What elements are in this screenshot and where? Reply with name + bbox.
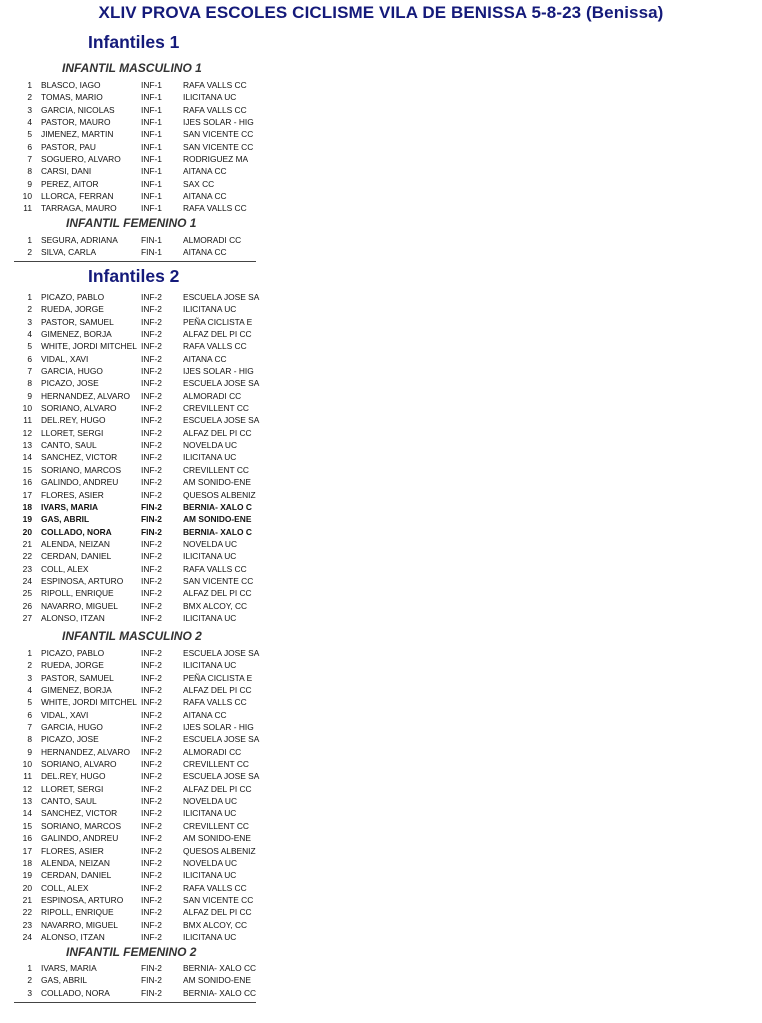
category-cell: FIN-2: [141, 963, 162, 973]
position-cell: 12: [22, 783, 32, 794]
position-cell: 5: [27, 129, 32, 140]
rider-name-cell: ESPINOSA, ARTURO: [41, 575, 124, 586]
club-cell: SAN VICENTE CC: [183, 141, 254, 152]
category-heading-masculino-2: INFANTIL MASCULINO 2: [62, 629, 202, 643]
club-cell: BERNIA- XALO CC: [183, 987, 257, 998]
category-cell: INF-2: [141, 403, 162, 414]
rider-name-cell: IVARS, MARIA: [41, 963, 97, 973]
rider-name-cell: COLLADO, NORA: [41, 987, 110, 998]
category-cell: INF-2: [141, 588, 162, 599]
position-cell: 19: [22, 870, 32, 881]
rider-name-cell: DEL.REY, HUGO: [41, 415, 106, 426]
club-cell: CREVILLENT CC: [183, 759, 249, 770]
position-cell: 7: [27, 154, 32, 165]
position-cell: 15: [22, 464, 32, 475]
category-cell: INF-2: [141, 464, 162, 475]
rider-name-cell: SILVA, CARLA: [41, 247, 97, 258]
position-cell: 6: [27, 709, 32, 720]
position-cell: 22: [22, 907, 32, 918]
rider-name-cell: PASTOR, MAURO: [41, 117, 111, 128]
rider-name-cell: LLORCA, FERRAN: [41, 191, 114, 202]
position-cell: 24: [22, 575, 32, 586]
position-cell: 6: [27, 141, 32, 152]
rider-name-cell: PEREZ, AITOR: [41, 178, 99, 189]
position-cell: 25: [22, 588, 32, 599]
position-cell: 2: [27, 247, 32, 258]
rider-name-cell: SORIANO, ALVARO: [41, 403, 117, 414]
club-cell: ILICITANA UC: [183, 870, 237, 881]
club-cell: AM SONIDO-ENE: [183, 975, 251, 986]
position-cell: 5: [27, 697, 32, 708]
rider-name-cell: GARCIA, HUGO: [41, 366, 103, 377]
category-cell: FIN-1: [141, 235, 162, 245]
club-cell: BERNIA- XALO CC: [183, 963, 257, 973]
club-cell: SAN VICENTE CC: [183, 575, 254, 586]
club-cell: NOVELDA UC: [183, 538, 237, 549]
club-cell: RAFA VALLS CC: [183, 341, 247, 352]
category-cell: INF-2: [141, 390, 162, 401]
rider-name-cell: VIDAL, XAVI: [41, 709, 89, 720]
category-cell: FIN-2: [141, 987, 162, 998]
rider-name-cell: RUEDA, JORGE: [41, 304, 104, 315]
category-cell: INF-1: [141, 92, 162, 103]
position-cell: 3: [27, 987, 32, 998]
position-cell: 16: [22, 833, 32, 844]
category-cell: INF-2: [141, 783, 162, 794]
category-cell: INF-2: [141, 329, 162, 340]
position-cell: 14: [22, 452, 32, 463]
club-cell: RAFA VALLS CC: [183, 104, 247, 115]
rider-name-cell: SORIANO, ALVARO: [41, 759, 117, 770]
club-cell: ALMORADI CC: [183, 390, 242, 401]
club-cell: AITANA CC: [183, 191, 227, 202]
category-cell: INF-2: [141, 857, 162, 868]
club-cell: NOVELDA UC: [183, 796, 237, 807]
category-cell: INF-2: [141, 440, 162, 451]
club-cell: CREVILLENT CC: [183, 464, 249, 475]
position-cell: 4: [27, 685, 32, 696]
club-cell: BERNIA- XALO C: [183, 526, 252, 537]
category-cell: INF-1: [141, 191, 162, 202]
category-cell: FIN-1: [141, 247, 162, 258]
category-cell: INF-2: [141, 378, 162, 389]
category-cell: INF-2: [141, 734, 162, 745]
section-divider: [14, 261, 256, 262]
position-cell: 5: [27, 341, 32, 352]
club-cell: PEÑA CICLISTA E: [183, 672, 253, 683]
category-cell: INF-2: [141, 648, 162, 658]
rider-name-cell: PASTOR, SAMUEL: [41, 672, 114, 683]
category-cell: INF-2: [141, 489, 162, 500]
club-cell: RAFA VALLS CC: [183, 697, 247, 708]
category-cell: INF-2: [141, 808, 162, 819]
position-cell: 10: [22, 403, 32, 414]
category-cell: INF-2: [141, 820, 162, 831]
rider-name-cell: LLORET, SERGI: [41, 427, 104, 438]
position-cell: 1: [27, 648, 32, 658]
rider-name-cell: TARRAGA, MAURO: [41, 203, 117, 214]
position-cell: 2: [27, 92, 32, 103]
club-cell: ALFAZ DEL PI CC: [183, 685, 252, 696]
rider-name-cell: NAVARRO, MIGUEL: [41, 600, 118, 611]
position-cell: 10: [22, 191, 32, 202]
category-cell: INF-1: [141, 80, 162, 90]
category-cell: INF-2: [141, 722, 162, 733]
club-cell: RODRIGUEZ MA: [183, 154, 249, 165]
rider-name-cell: COLLADO, NORA: [41, 526, 112, 537]
rider-name-cell: RIPOLL, ENRIQUE: [41, 588, 114, 599]
category-cell: INF-2: [141, 575, 162, 586]
section-divider: [14, 1002, 256, 1003]
rider-name-cell: BLASCO, IAGO: [41, 80, 101, 90]
category-cell: INF-2: [141, 452, 162, 463]
club-cell: QUESOS ALBENIZ: [183, 845, 256, 856]
section-heading-infantiles-2: Infantiles 2: [88, 266, 180, 286]
position-cell: 3: [27, 104, 32, 115]
rider-name-cell: FLORES, ASIER: [41, 845, 104, 856]
category-cell: INF-2: [141, 907, 162, 918]
club-cell: IJES SOLAR - HIG: [183, 722, 254, 733]
club-cell: ALMORADI CC: [183, 746, 242, 757]
category-cell: INF-2: [141, 292, 162, 302]
rider-name-cell: SEGURA, ADRIANA: [41, 235, 118, 245]
club-cell: ILICITANA UC: [183, 660, 237, 671]
club-cell: ALFAZ DEL PI CC: [183, 427, 252, 438]
category-cell: INF-2: [141, 415, 162, 426]
rider-name-cell: ALENDA, NEIZAN: [41, 857, 110, 868]
rider-name-cell: HERNANDEZ, ALVARO: [41, 746, 131, 757]
rider-name-cell: SOGUERO, ALVARO: [41, 154, 121, 165]
club-cell: RAFA VALLS CC: [183, 563, 247, 574]
position-cell: 4: [27, 117, 32, 128]
rider-name-cell: FLORES, ASIER: [41, 489, 104, 500]
club-cell: ILICITANA UC: [183, 551, 237, 562]
category-cell: INF-2: [141, 304, 162, 315]
position-cell: 23: [22, 563, 32, 574]
club-cell: NOVELDA UC: [183, 857, 237, 868]
rider-name-cell: ESPINOSA, ARTURO: [41, 894, 124, 905]
club-cell: NOVELDA UC: [183, 440, 237, 451]
club-cell: ALMORADI CC: [183, 235, 242, 245]
category-cell: INF-2: [141, 919, 162, 930]
club-cell: BMX ALCOY, CC: [183, 919, 248, 930]
position-cell: 18: [22, 857, 32, 868]
position-cell: 20: [22, 882, 32, 893]
position-cell: 16: [22, 477, 32, 488]
category-heading-masculino-1: INFANTIL MASCULINO 1: [62, 61, 202, 75]
rider-name-cell: ALONSO, ITZAN: [41, 612, 105, 623]
rider-name-cell: GIMENEZ, BORJA: [41, 329, 112, 340]
category-cell: INF-1: [141, 117, 162, 128]
club-cell: CREVILLENT CC: [183, 820, 249, 831]
club-cell: IJES SOLAR - HIG: [183, 366, 254, 377]
club-cell: QUESOS ALBENIZ: [183, 489, 256, 500]
position-cell: 17: [22, 489, 32, 500]
rider-name-cell: GAS, ABRIL: [41, 514, 90, 525]
rider-name-cell: COLL, ALEX: [41, 563, 89, 574]
club-cell: BERNIA- XALO C: [183, 501, 252, 512]
club-cell: AM SONIDO-ENE: [183, 833, 251, 844]
club-cell: ALFAZ DEL PI CC: [183, 783, 252, 794]
category-cell: FIN-2: [141, 514, 162, 525]
position-cell: 8: [27, 166, 32, 177]
rider-name-cell: ALENDA, NEIZAN: [41, 538, 110, 549]
rider-name-cell: PASTOR, SAMUEL: [41, 316, 114, 327]
category-cell: INF-2: [141, 709, 162, 720]
rider-name-cell: NAVARRO, MIGUEL: [41, 919, 118, 930]
club-cell: SAN VICENTE CC: [183, 894, 254, 905]
rider-name-cell: ALONSO, ITZAN: [41, 931, 105, 942]
position-cell: 3: [27, 316, 32, 327]
position-cell: 20: [22, 526, 32, 537]
position-cell: 21: [22, 894, 32, 905]
club-cell: ESCUELA JOSE SA: [183, 648, 260, 658]
rider-name-cell: RUEDA, JORGE: [41, 660, 104, 671]
position-cell: 13: [22, 796, 32, 807]
rider-name-cell: WHITE, JORDI MITCHEL: [41, 341, 137, 352]
rider-name-cell: HERNANDEZ, ALVARO: [41, 390, 131, 401]
club-cell: RAFA VALLS CC: [183, 80, 247, 90]
position-cell: 17: [22, 845, 32, 856]
category-cell: FIN-2: [141, 501, 162, 512]
rider-name-cell: LLORET, SERGI: [41, 783, 104, 794]
position-cell: 12: [22, 427, 32, 438]
position-cell: 18: [22, 501, 32, 512]
rider-name-cell: CERDAN, DANIEL: [41, 551, 112, 562]
rider-name-cell: TOMAS, MARIO: [41, 92, 103, 103]
rider-name-cell: GARCIA, HUGO: [41, 722, 103, 733]
rider-name-cell: SANCHEZ, VICTOR: [41, 808, 118, 819]
rider-name-cell: PICAZO, PABLO: [41, 292, 105, 302]
position-cell: 1: [27, 80, 32, 90]
rider-name-cell: PASTOR, PAU: [41, 141, 96, 152]
category-cell: INF-2: [141, 685, 162, 696]
rider-name-cell: GALINDO, ANDREU: [41, 833, 119, 844]
rider-name-cell: RIPOLL, ENRIQUE: [41, 907, 114, 918]
position-cell: 11: [23, 203, 32, 214]
category-cell: FIN-2: [141, 526, 162, 537]
position-cell: 19: [22, 514, 32, 525]
rider-name-cell: GAS, ABRIL: [41, 975, 88, 986]
rider-name-cell: GARCIA, NICOLAS: [41, 104, 115, 115]
category-cell: INF-2: [141, 353, 162, 364]
position-cell: 26: [22, 600, 32, 611]
rider-name-cell: SANCHEZ, VICTOR: [41, 452, 118, 463]
club-cell: AM SONIDO-ENE: [183, 514, 252, 525]
rider-name-cell: VIDAL, XAVI: [41, 353, 89, 364]
rider-name-cell: WHITE, JORDI MITCHEL: [41, 697, 137, 708]
position-cell: 24: [22, 931, 32, 942]
category-cell: INF-2: [141, 796, 162, 807]
club-cell: ILICITANA UC: [183, 452, 237, 463]
position-cell: 14: [22, 808, 32, 819]
club-cell: ESCUELA JOSE SA: [183, 771, 260, 782]
rider-name-cell: CARSI, DANI: [41, 166, 92, 177]
category-cell: INF-2: [141, 697, 162, 708]
club-cell: ESCUELA JOSE SA: [183, 415, 260, 426]
category-cell: FIN-2: [141, 975, 162, 986]
position-cell: 2: [27, 975, 32, 986]
club-cell: ILICITANA UC: [183, 304, 237, 315]
position-cell: 21: [22, 538, 32, 549]
rider-name-cell: GIMENEZ, BORJA: [41, 685, 112, 696]
rider-name-cell: CANTO, SAUL: [41, 440, 97, 451]
rider-name-cell: GALINDO, ANDREU: [41, 477, 119, 488]
club-cell: AITANA CC: [183, 353, 227, 364]
category-cell: INF-1: [141, 141, 162, 152]
rider-name-cell: COLL, ALEX: [41, 882, 89, 893]
club-cell: ESCUELA JOSE SA: [183, 734, 260, 745]
club-cell: AITANA CC: [183, 247, 227, 258]
club-cell: SAN VICENTE CC: [183, 129, 254, 140]
category-cell: INF-2: [141, 833, 162, 844]
position-cell: 23: [22, 919, 32, 930]
category-cell: INF-2: [141, 612, 162, 623]
position-cell: 11: [23, 771, 32, 782]
category-cell: INF-1: [141, 104, 162, 115]
position-cell: 11: [23, 415, 32, 426]
rider-name-cell: SORIANO, MARCOS: [41, 820, 122, 831]
position-cell: 1: [27, 292, 32, 302]
rider-name-cell: CANTO, SAUL: [41, 796, 97, 807]
position-cell: 8: [27, 378, 32, 389]
position-cell: 13: [22, 440, 32, 451]
rider-name-cell: JIMENEZ, MARTIN: [41, 129, 114, 140]
club-cell: IJES SOLAR - HIG: [183, 117, 254, 128]
category-cell: INF-2: [141, 746, 162, 757]
category-cell: INF-2: [141, 882, 162, 893]
club-cell: CREVILLENT CC: [183, 403, 249, 414]
position-cell: 7: [27, 722, 32, 733]
category-cell: INF-2: [141, 341, 162, 352]
club-cell: RAFA VALLS CC: [183, 203, 247, 214]
section-heading-infantiles-1: Infantiles 1: [88, 32, 180, 52]
position-cell: 9: [27, 178, 32, 189]
club-cell: ILICITANA UC: [183, 612, 237, 623]
page-title: XLIV PROVA ESCOLES CICLISME VILA DE BENISSA 5-8-23 (Benissa): [98, 3, 664, 22]
position-cell: 8: [27, 734, 32, 745]
position-cell: 22: [22, 551, 32, 562]
club-cell: AITANA CC: [183, 166, 227, 177]
club-cell: BMX ALCOY, CC: [183, 600, 248, 611]
category-cell: INF-1: [141, 129, 162, 140]
club-cell: PEÑA CICLISTA E: [183, 316, 253, 327]
category-cell: INF-1: [141, 154, 162, 165]
category-cell: INF-2: [141, 660, 162, 671]
club-cell: AITANA CC: [183, 709, 227, 720]
category-cell: INF-1: [141, 166, 162, 177]
category-cell: INF-2: [141, 316, 162, 327]
position-cell: 27: [22, 612, 32, 623]
position-cell: 2: [27, 304, 32, 315]
category-cell: INF-1: [141, 178, 162, 189]
position-cell: 10: [22, 759, 32, 770]
category-cell: INF-2: [141, 672, 162, 683]
club-cell: SAX CC: [183, 178, 215, 189]
position-cell: 6: [27, 353, 32, 364]
category-cell: INF-2: [141, 477, 162, 488]
club-cell: ILICITANA UC: [183, 931, 237, 942]
club-cell: AM SONIDO-ENE: [183, 477, 251, 488]
category-cell: INF-2: [141, 771, 162, 782]
rider-name-cell: SORIANO, MARCOS: [41, 464, 122, 475]
category-cell: INF-2: [141, 600, 162, 611]
category-cell: INF-2: [141, 538, 162, 549]
club-cell: ALFAZ DEL PI CC: [183, 588, 252, 599]
position-cell: 9: [27, 390, 32, 401]
rider-name-cell: IVARS, MARIA: [41, 501, 99, 512]
rider-name-cell: PICAZO, JOSE: [41, 378, 99, 389]
category-cell: INF-2: [141, 563, 162, 574]
club-cell: ILICITANA UC: [183, 92, 237, 103]
club-cell: ILICITANA UC: [183, 808, 237, 819]
category-cell: INF-1: [141, 203, 162, 214]
position-cell: 2: [27, 660, 32, 671]
position-cell: 15: [22, 820, 32, 831]
position-cell: 7: [27, 366, 32, 377]
position-cell: 3: [27, 672, 32, 683]
position-cell: 1: [27, 963, 32, 973]
rider-name-cell: PICAZO, PABLO: [41, 648, 105, 658]
category-cell: INF-2: [141, 845, 162, 856]
category-cell: INF-2: [141, 366, 162, 377]
category-heading-femenino-2: INFANTIL FEMENINO 2: [66, 945, 197, 959]
category-cell: INF-2: [141, 894, 162, 905]
category-heading-femenino-1: INFANTIL FEMENINO 1: [66, 216, 197, 230]
club-cell: ESCUELA JOSE SA: [183, 378, 260, 389]
rider-name-cell: PICAZO, JOSE: [41, 734, 99, 745]
category-cell: INF-2: [141, 551, 162, 562]
category-cell: INF-2: [141, 759, 162, 770]
club-cell: ESCUELA JOSE SA: [183, 292, 260, 302]
position-cell: 9: [27, 746, 32, 757]
rider-name-cell: DEL.REY, HUGO: [41, 771, 106, 782]
club-cell: RAFA VALLS CC: [183, 882, 247, 893]
category-cell: INF-2: [141, 931, 162, 942]
position-cell: 1: [27, 235, 32, 245]
category-cell: INF-2: [141, 427, 162, 438]
category-cell: INF-2: [141, 870, 162, 881]
rider-name-cell: CERDAN, DANIEL: [41, 870, 112, 881]
club-cell: ALFAZ DEL PI CC: [183, 329, 252, 340]
position-cell: 4: [27, 329, 32, 340]
club-cell: ALFAZ DEL PI CC: [183, 907, 252, 918]
